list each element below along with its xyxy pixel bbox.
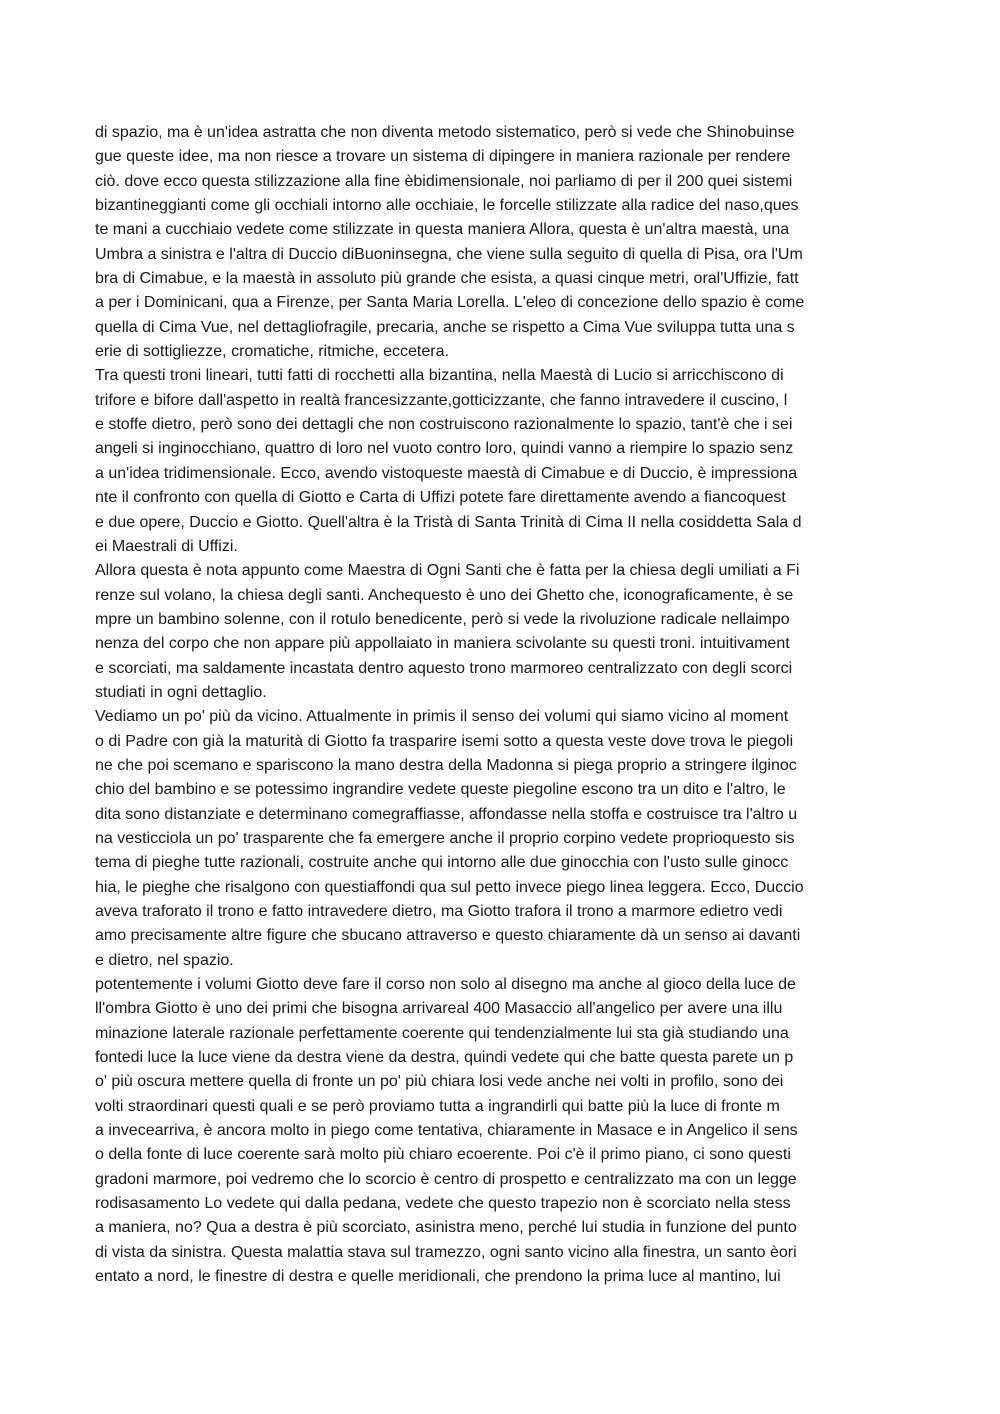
text-line: e stoffe dietro, però sono dei dettagli che non costruiscono razionalmente lo spazio, tant'è che i sei: [95, 416, 793, 434]
text-line: te mani a cucchiaio vedete come stilizzate in questa maniera Allora, questa è un'altra maestà, una: [95, 221, 790, 239]
text-line: [95, 1290, 910, 1314]
text-line: ei Maestrali di Uffizi.: [95, 537, 238, 555]
document-page: [95, 121, 910, 1314]
text-line: Umbra a sinistra e l'altra di Duccio diBuoninsegna, che viene sulla seguito di quella di Pisa, ora l'Um: [95, 245, 803, 263]
text-line: bra di Cimabue, e la maestà in assoluto più grande che esista, a quasi cinque metri, oral'Uffizie, fatt: [95, 270, 799, 288]
text-line: amo precisamente altre figure che sbucano attraverso e questo chiaramente dà un senso ai davanti: [95, 927, 801, 945]
text-line: nenza del corpo che non appare più appollaiato in maniera scivolante su questi troni. intuitivament: [95, 635, 790, 653]
text-line: entato a nord, le finestre di destra e quelle meridionali, che prendono la prima luce al mantino, lui: [95, 1268, 781, 1286]
text-line: angeli si inginocchiano, quattro di loro nel vuoto contro loro, quindi vanno a riempire lo spazio senz: [95, 440, 794, 458]
text-line: erie di sottigliezze, cromatiche, ritmiche, eccetera.: [95, 343, 449, 361]
text-line: tema di pieghe tutte razionali, costruite anche qui intorno alle due ginocchia con l'usto sulle ginocc: [95, 854, 789, 872]
text-line: minazione laterale razionale perfettamente coerente qui tendenzialmente lui sta già studiando una: [95, 1024, 789, 1042]
text-line: a maniera, no? Qua a destra è più scorciato, asinistra meno, perché lui studia in funzione del punto: [95, 1219, 797, 1237]
text-line: Vediamo un po' più da vicino. Attualmente in primis il senso dei volumi qui siamo vicino al moment: [95, 708, 789, 726]
text-line: a un'idea tridimensionale. Ecco, avendo vistoqueste maestà di Cimabue e di Duccio, è impressiona: [95, 464, 798, 482]
text-line: aveva traforato il trono e fatto intravedere dietro, ma Giotto trafora il trono a marmore edietro vedi: [95, 903, 783, 920]
text-line: quella di Cima Vue, nel dettagliofragile, precaria, anche se rispetto a Cima Vue sviluppa tutta una s: [95, 318, 795, 336]
text-line: trifore e bifore dall'aspetto in realtà francesizzante,gotticizzante, che fanno intravedere il cuscino, l: [95, 391, 788, 409]
text-line: gue queste idee, ma non riesce a trovare un sistema di dipingere in maniera razionale per rendere: [95, 148, 791, 166]
text-line: di spazio, ma è un'idea astratta che non diventa metodo sistematico, però si vede che Shinobuinse: [95, 124, 795, 141]
text-line: Tra questi troni lineari, tutti fatti di rocchetti alla bizantina, nella Maestà di Lucio si arricchiscono di: [95, 367, 784, 385]
text-line: Allora questa è nota appunto come Maestra di Ogni Santi che è fatta per la chiesa degli umiliati a Fi: [95, 562, 800, 580]
text-line: a per i Dominicani, qua a Firenze, per Santa Maria Lorella. L'eleo di concezione dello spazio è come: [95, 294, 805, 312]
text-line: studiati in ogni dettaglio.: [95, 683, 267, 701]
text-line: mpre un bambino solenne, con il rotulo benedicente, però si vede la rivoluzione radicale nellaimpo: [95, 610, 790, 628]
text-line: potentemente i volumi Giotto deve fare il corso non solo al disegno ma anche al gioco della luce de: [95, 976, 796, 994]
text-line: rodisasamento Lo vedete qui dalla pedana, vedete che questo trapezio non è scorciato nella stess: [95, 1195, 791, 1213]
text-line: gradoni marmore, poi vedremo che lo scorcio è centro di prospetto e centralizzato ma con un legge: [95, 1170, 797, 1188]
text-line: di vista da sinistra. Questa malattia stava sul tramezzo, ogni santo vicino alla finestra, un santo èori: [95, 1243, 797, 1261]
text-line: dita sono distanziate e determinano comegraffiasse, affondasse nella stoffa e costruisce tra l'altro u: [95, 805, 798, 823]
text-line: ll'ombra Giotto è uno dei primi che bisogna arrivareal 400 Masaccio all'angelico per avere una illu: [95, 1000, 783, 1018]
text-line: o' più oscura mettere quella di fronte un po' più chiara losi vede anche nei volti in profilo, sono dei: [95, 1073, 784, 1091]
text-line: ciò. dove ecco questa stilizzazione alla fine èbidimensionale, noi parliamo di per il 200 quei sistemi: [95, 172, 793, 190]
text-line: volti straordinari questi quali e se però proviamo tutta a ingrandirli qui batte più la luce di fronte m: [95, 1097, 780, 1115]
text-line: hia, le pieghe che risalgono con questiaffondi qua sul petto invece piego linea leggera. Ecco, Duccio: [95, 878, 804, 896]
text-line: na vesticciola un po' trasparente che fa emergere anche il proprio corpino vedete proprioquesto sis: [95, 829, 795, 847]
text-line: e scorciati, ma saldamente incastata dentro aquesto trono marmoreo centralizzato con degli scorci: [95, 659, 793, 677]
text-line: renze sul volano, la chiesa degli santi. Anchequesto è uno dei Ghetto che, iconograficamente, è se: [95, 586, 794, 604]
text-line: o di Padre con già la maturità di Giotto fa trasparire isemi sotto a questa veste dove trova le piegoli: [95, 732, 794, 750]
text-line: e dietro, nel spazio.: [95, 951, 234, 969]
text-line: bizantineggianti come gli occhiali intorno alle occhiaie, le forcelle stilizzate alla radice del naso,ques: [95, 197, 799, 215]
text-line: nte il confronto con quella di Giotto e Carta di Uffizi potete fare direttamente avendo a fiancoquest: [95, 489, 786, 507]
text-line: e due opere, Duccio e Giotto. Quell'altra è la Tristà di Santa Trinità di Cima II nella cosiddetta Sala d: [95, 513, 802, 531]
text-line: fontedi luce la luce viene da destra viene da destra, quindi vedete qui che batte questa parete un p: [95, 1049, 794, 1067]
text-line: ne che poi scemano e spariscono la mano destra della Madonna si piega proprio a stringere ilginoc: [95, 756, 797, 774]
text-line: o della fonte di luce coerente sarà molto più chiaro ecoerente. Poi c'è il primo piano, ci sono questi: [95, 1146, 791, 1164]
text-line: chio del bambino e se potessimo ingrandire vedete queste piegoline escono tra un dito e l'altro, le: [95, 781, 786, 799]
text-line: a invecearriva, è ancora molto in piego come tentativa, chiaramente in Masace e in Angelico il sens: [95, 1122, 798, 1140]
